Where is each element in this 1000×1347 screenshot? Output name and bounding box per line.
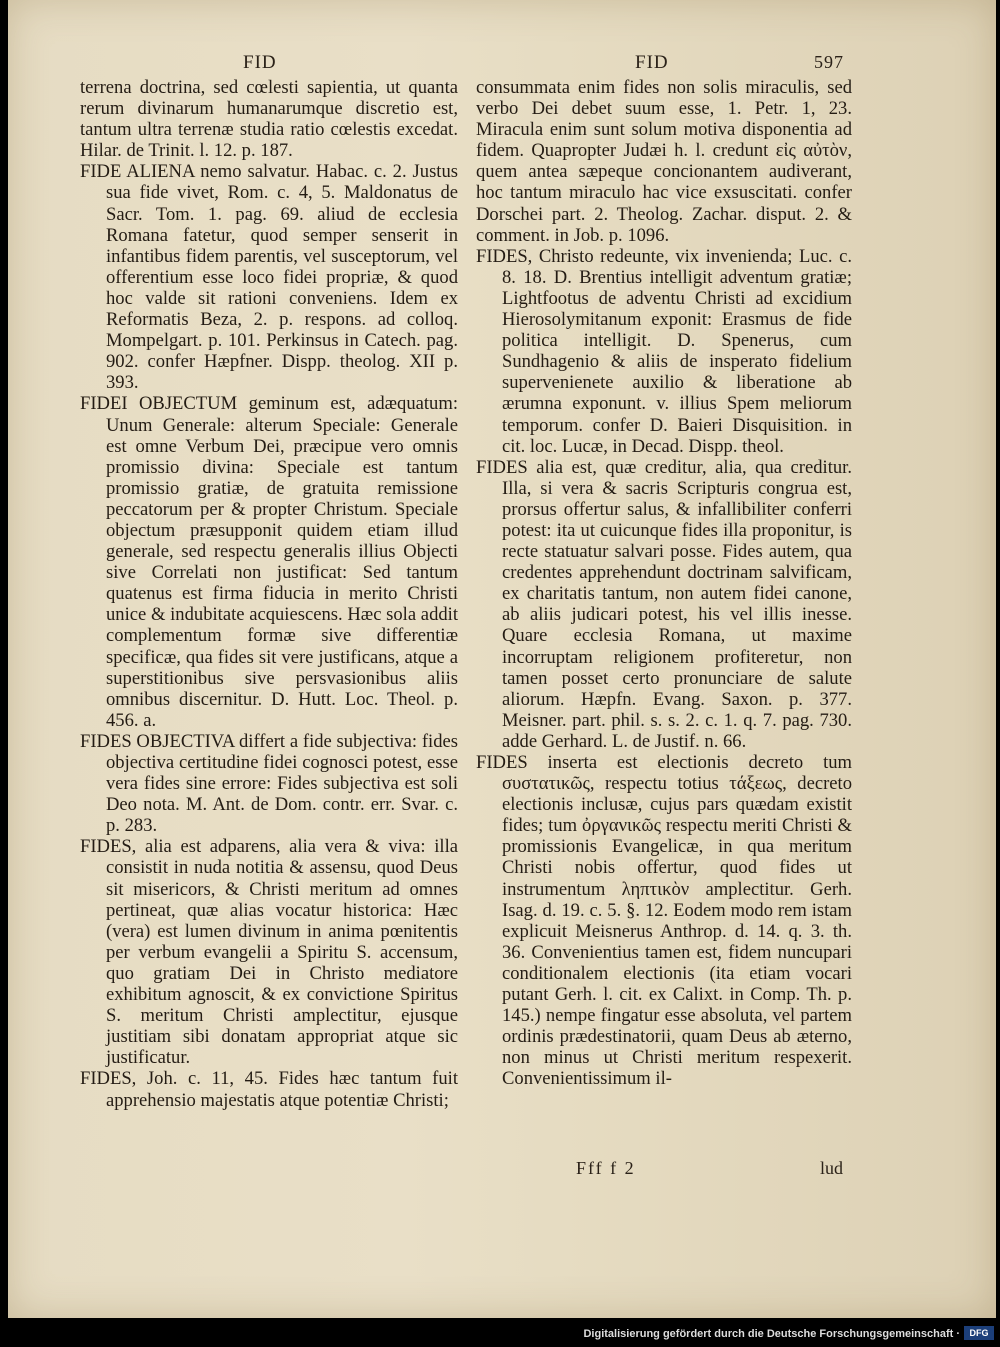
signature-mark: Fff f 2 xyxy=(576,1158,636,1178)
right-column xyxy=(476,77,852,1090)
entry-continuation: terrena doctrina, sed cœlesti sapientia, ut quanta rerum divinarum humanarumque discretio est, tantum ultra terrenæ studia ratio cœlestis excedat. Hilar. de Trinit. l. 12. p. 187. xyxy=(80,77,458,162)
entry-fide-aliena: FIDE ALIENA nemo salvatur. Habac. c. 2. Justus sua fide vivet, Rom. c. 4, 5. Maldonatus de Sacr. Tom. 1. pag. 69. aliud de ecclesia Romana fatetur, quod semper senserit in infantibus fidem parentis, vel susceptorum, vel offerentium esse loco fidei propriæ, & quod hoc valde sit rationi conveniens. Idem ex Reformatis Beza, 2. p. respons. ad colloq. Mompelgart. p. 101. Perkinsus in Catech. pag. 902. confer Hæpfner. Dispp. theolog. XII p. 393. xyxy=(80,161,458,394)
dfg-logo: DFG xyxy=(964,1326,994,1340)
book-page xyxy=(8,0,996,1318)
catchword: lud xyxy=(820,1158,844,1178)
entry-fides-objectiva: FIDES OBJECTIVA differt a fide subjectiva: fides objectiva certitudine fidei cognosci potest, esse vera fides sine errore: Fides subjectiva est soli Deo nota. M. Ant. de Dom. contr. err. Svar. c. p. 283. xyxy=(80,730,458,837)
entry-fides-joh: FIDES, Joh. c. 11, 45. Fides hæc tantum fuit apprehensio majestatis atque potentiæ Christi; xyxy=(80,1068,458,1111)
digitization-credit: Digitalisierung gefördert durch die Deutsche Forschungsgemeinschaft · xyxy=(583,1328,960,1340)
entry-fides-adparens: FIDES, alia est adparens, alia vera & viva: illa consistit in nuda notitia & assensu, quod Deus sit misericors, & Christi meritum ad omnes pertineat, quæ alias vocatur historica: Hæc (vera) est lumen divinum in anima pœnitentis per verbum evangelii a Spiritu S. accensum, quo gratiam Dei in Christo mediatore exhibitum agnoscit, & ex convictione Spiritus S. meritum Christi amplectitur, ejusque justitiam sibi donatam appropriat atque sic justificatur. xyxy=(80,836,458,1069)
entry-continuation: consummata enim fides non solis miraculis, sed verbo Dei debet suum esse, 1. Petr. 1, 23. Miracula enim sunt solum motiva disponentia ad fidem. Quapropter Judæi h. l. credunt εἰς αὐτὸν, quem antea sæpeque concionantem audiverant, hoc tantum miraculo hac vice exsuscitati. confer Dorschei part. 2. Theolog. Zachar. disput. 2. & comment. in Job. p. 1096. xyxy=(476,77,852,246)
page-number: 597 xyxy=(814,52,844,72)
running-head-right: FID xyxy=(635,52,669,73)
entry-fides-alia-est: FIDES alia est, quæ creditur, alia, qua creditur. Illa, si vera & sacris Scripturis congrua est, prorsus offertur salus, & infallibiliter conferri potest: ita ut cuicunque fides illa proponitur, is recte statuatur salvari posse. Fides autem, qua credentes apprehendunt doctrinam salvificam, ex charitatis tantum, non autem fidei canone, ab aliis judicari potest, his vel illis inesse. Quare ecclesia Romana, ut maxime incorruptam religionem profiteretur, non tamen posset certo pronunciare de salute aliorum. Hæpfn. Evang. Saxon. p. 377. Meisner. part. phil. s. s. 2. c. 1. q. 7. pag. 730. adde Gerhard. L. de Justif. n. 66. xyxy=(476,456,852,752)
entry-fides-inserta: FIDES inserta est electionis decreto tum συστατικῶς, respectu totius τάξεως, decreto electionis inclusæ, cujus pars quædam existit fides; tum ὀργανικῶς respectu meriti Christi & promissionis Evangelicæ, in qua meritum Christi nobis offertur, quod fides ut instrumentum ληπτικὸν amplectitur. Gerh. Isag. d. 19. c. 5. §. 12. Eodem modo rem istam explicuit Meisnerus Anthrop. d. 14. q. 3. th. 36. Convenientius tamen est, fidem nuncupari conditionalem electionis (ita etiam vocari putant Gerh. l. cit. ex Calixt. in Comp. Th. p. 145.) nempe fingatur esse absoluta, vel partem ordinis prædestinatorii, quam Deus ab æterno, non minus ut Christi meritum respexerit. Convenientissimum il- xyxy=(476,752,852,1090)
running-head-left: FID xyxy=(243,52,277,73)
left-column xyxy=(80,77,458,1111)
entry-fidei-objectum: FIDEI OBJECTUM geminum est, adæquatum: Unum Generale: alterum Speciale: Generale est omne Verbum Dei, præcipue vero omnis promissio divina: Speciale est tantum promissio gratiæ, de gratuita remissione peccatorum per & propter Christum. Speciale objectum præsupponit quidem etiam illud generale, sed respectu generalis illius Objecti sive Correlati non justificat: Sed tantum quatenus est firma fiducia in merito Christi unice & indubitate acquiescens. Hæc sola addit complementum formæ sive differentiæ specificæ, qua fides sit vere justificans, atque a superstitionibus sive persvasionibus aliis omnibus discernitur. D. Hutt. Loc. Theol. p. 456. a. xyxy=(80,393,458,731)
entry-fides-christo-redeunte: FIDES, Christo redeunte, vix invenienda; Luc. c. 8. 18. D. Brentius intelligit adventum gratiæ; Lightfootus de adventu Christi ad excidium Hierosolymitanum exponit: Erasmus de fide politica intelligit. D. Spenerus, cum Sundhagenio & aliis de insperato fidelium supervenienete auxilio & liberatione ab ærumna exponunt. v. illius Spem meliorum temporum. confer D. Baieri Disquisition. in cit. loc. Lucæ, in Decad. Dispp. theol. xyxy=(476,245,852,457)
